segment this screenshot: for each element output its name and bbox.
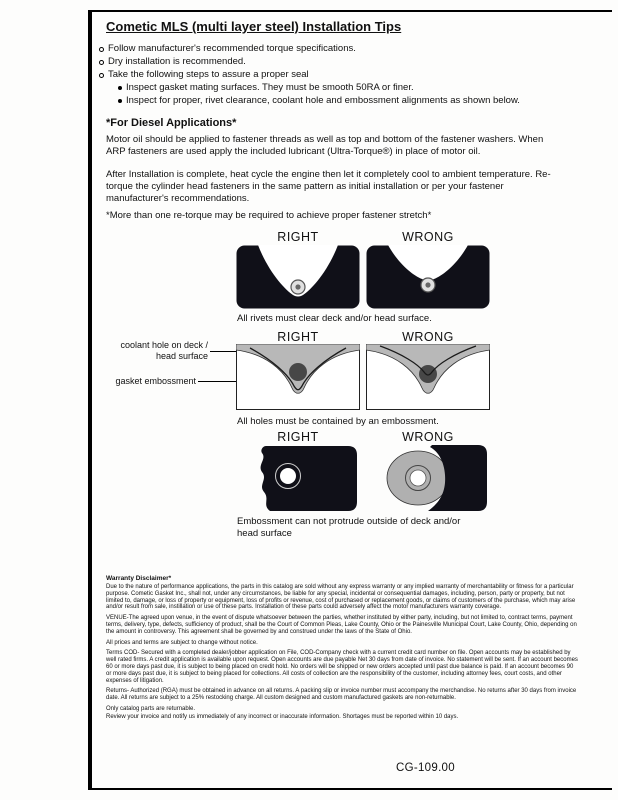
tips-list bbox=[99, 44, 520, 109]
page-number: CG-109.00 bbox=[396, 762, 455, 774]
list-item bbox=[99, 70, 520, 80]
disclaimer-paragraph: Due to the nature of performance applications, the parts in this catalog are sold without any express warranty or any implied warranty of merchantability or fitness for a particular purpose. Cometic Gasket Inc., shall not, under any circumstances, be liable for any special, incidental or consequential damages, including, person, party or property, but not limited to, damage, or loss of property or equipment, loss of profits or revenue, cost of purchased or replacement goods, or claims of customers of the purchase, which may arise and/or result from sale, instillation or use of these parts. Installation of these parts could adversely affect the motor manufacturers warranty coverage. bbox=[106, 584, 576, 611]
list-item bbox=[99, 57, 520, 67]
disclaimer-paragraph: All prices and terms are subject to change without notice. bbox=[106, 639, 258, 646]
diesel-paragraph-2: After Installation is complete, heat cycle the engine then let it completely cool to ambient temperature. Re-torque the cylinder head fasteners in the same pattern as initial installation or per your fastener manufacturer's recommendations. bbox=[106, 169, 551, 204]
diagram-embossment-wrong-icon bbox=[366, 444, 490, 512]
diagram-rivet-right-icon bbox=[236, 245, 360, 309]
diagram-hole-wrong-icon bbox=[366, 344, 490, 410]
tip-text: Take the following steps to assure a proper seal bbox=[108, 69, 309, 80]
tip-text: Follow manufacturer's recommended torque specifications. bbox=[108, 43, 356, 54]
warranty-disclaimer-body bbox=[106, 584, 578, 725]
disclaimer-paragraph: Only catalog parts are returnable. bbox=[106, 705, 196, 712]
coolant-hole-label: coolant hole on deck / head surface bbox=[120, 340, 208, 361]
right-header: RIGHT bbox=[277, 330, 319, 344]
right-header: RIGHT bbox=[277, 230, 319, 244]
disclaimer-paragraph: VENUE-The agreed upon venue, in the event of dispute whatsoever between the parties, whether instituted by either party, including, but not limited to, contract terms, payment terms, delivery, type, defects, sufficiency of product, shall be the Court of Common Pleas, Lake County, Ohio or the Painesville Municipal Court, Lake County, Ohio, depending on the amount in controversy. This agreement shall be governed by and construed under the laws of the State of Ohio. bbox=[106, 615, 577, 635]
open-bullet-icon bbox=[99, 47, 104, 52]
warranty-disclaimer-heading: Warranty Disclaimer* bbox=[106, 575, 172, 582]
diagram-hole-right-icon bbox=[236, 344, 360, 410]
open-bullet-icon bbox=[99, 60, 104, 65]
disclaimer-paragraph: Returns- Authorized (RGA) must be obtained in advance on all returns. A packing slip or invoice number must accompany the merchandise. No returns after 30 days from invoice date. All returns are subject to a 25% restocking charge. All custom designed and custom manufactured gaskets are non-returnable. bbox=[106, 688, 577, 702]
tip-text: Inspect gasket mating surfaces. They must be smooth 50RA or finer. bbox=[126, 82, 414, 93]
diagram-caption: All rivets must clear deck and/or head surface. bbox=[237, 313, 432, 324]
retorque-note: *More than one re-torque may be required to achieve proper fastener stretch* bbox=[106, 210, 432, 221]
open-bullet-icon bbox=[99, 73, 104, 78]
tip-text: Dry installation is recommended. bbox=[108, 56, 246, 67]
diagram-embossment-right-icon bbox=[236, 444, 360, 512]
list-item bbox=[99, 44, 520, 54]
diesel-paragraph-1: Motor oil should be applied to fastener threads as well as top and bottom of the fastener washers. When ARP fasteners are used apply the included lubricant (Ultra-Torque®) in place of motor oil. bbox=[106, 134, 544, 157]
diagram-caption: Embossment can not protrude outside of deck and/or head surface bbox=[237, 516, 461, 539]
list-item bbox=[118, 83, 520, 93]
filled-bullet-icon bbox=[118, 86, 122, 90]
tip-text: Inspect for proper, rivet clearance, coolant hole and embossment alignments as shown below. bbox=[126, 95, 520, 106]
page-title: Cometic MLS (multi layer steel) Installation Tips bbox=[106, 19, 402, 34]
wrong-header: WRONG bbox=[402, 330, 454, 344]
list-item bbox=[118, 96, 520, 106]
disclaimer-paragraph: Review your invoice and notify us immediately of any incorrect or inaccurate information. Shortages must be reported within 10 days. bbox=[106, 713, 459, 720]
diagram-caption: All holes must be contained by an embossment. bbox=[237, 416, 439, 427]
diesel-heading: *For Diesel Applications* bbox=[106, 117, 237, 129]
filled-bullet-icon bbox=[118, 99, 122, 103]
diagram-rivet-wrong-icon bbox=[366, 245, 490, 309]
right-header: RIGHT bbox=[277, 430, 319, 444]
wrong-header: WRONG bbox=[402, 430, 454, 444]
disclaimer-paragraph: Terms COD- Secured with a completed dealer/jobber application on File, COD-Company check with a current credit card number on file. Open accounts may be established by well rated firms. A credit application is available upon request. Open accounts are due payable Net 30 days from date of invoice. No statement will be sent. If an account becomes 60 or more days past due, it is subject to being placed on credit hold. No orders will be shipped or new orders accepted until past due balance is paid. If an account becomes 90 or more days past due, it is subject to being placed for collections. All costs of collection are the responsibility of the customer, including attorney fees, court costs, and other expenses of litigation. bbox=[106, 650, 578, 684]
gasket-embossment-label: gasket embossment bbox=[115, 376, 196, 386]
wrong-header: WRONG bbox=[402, 230, 454, 244]
